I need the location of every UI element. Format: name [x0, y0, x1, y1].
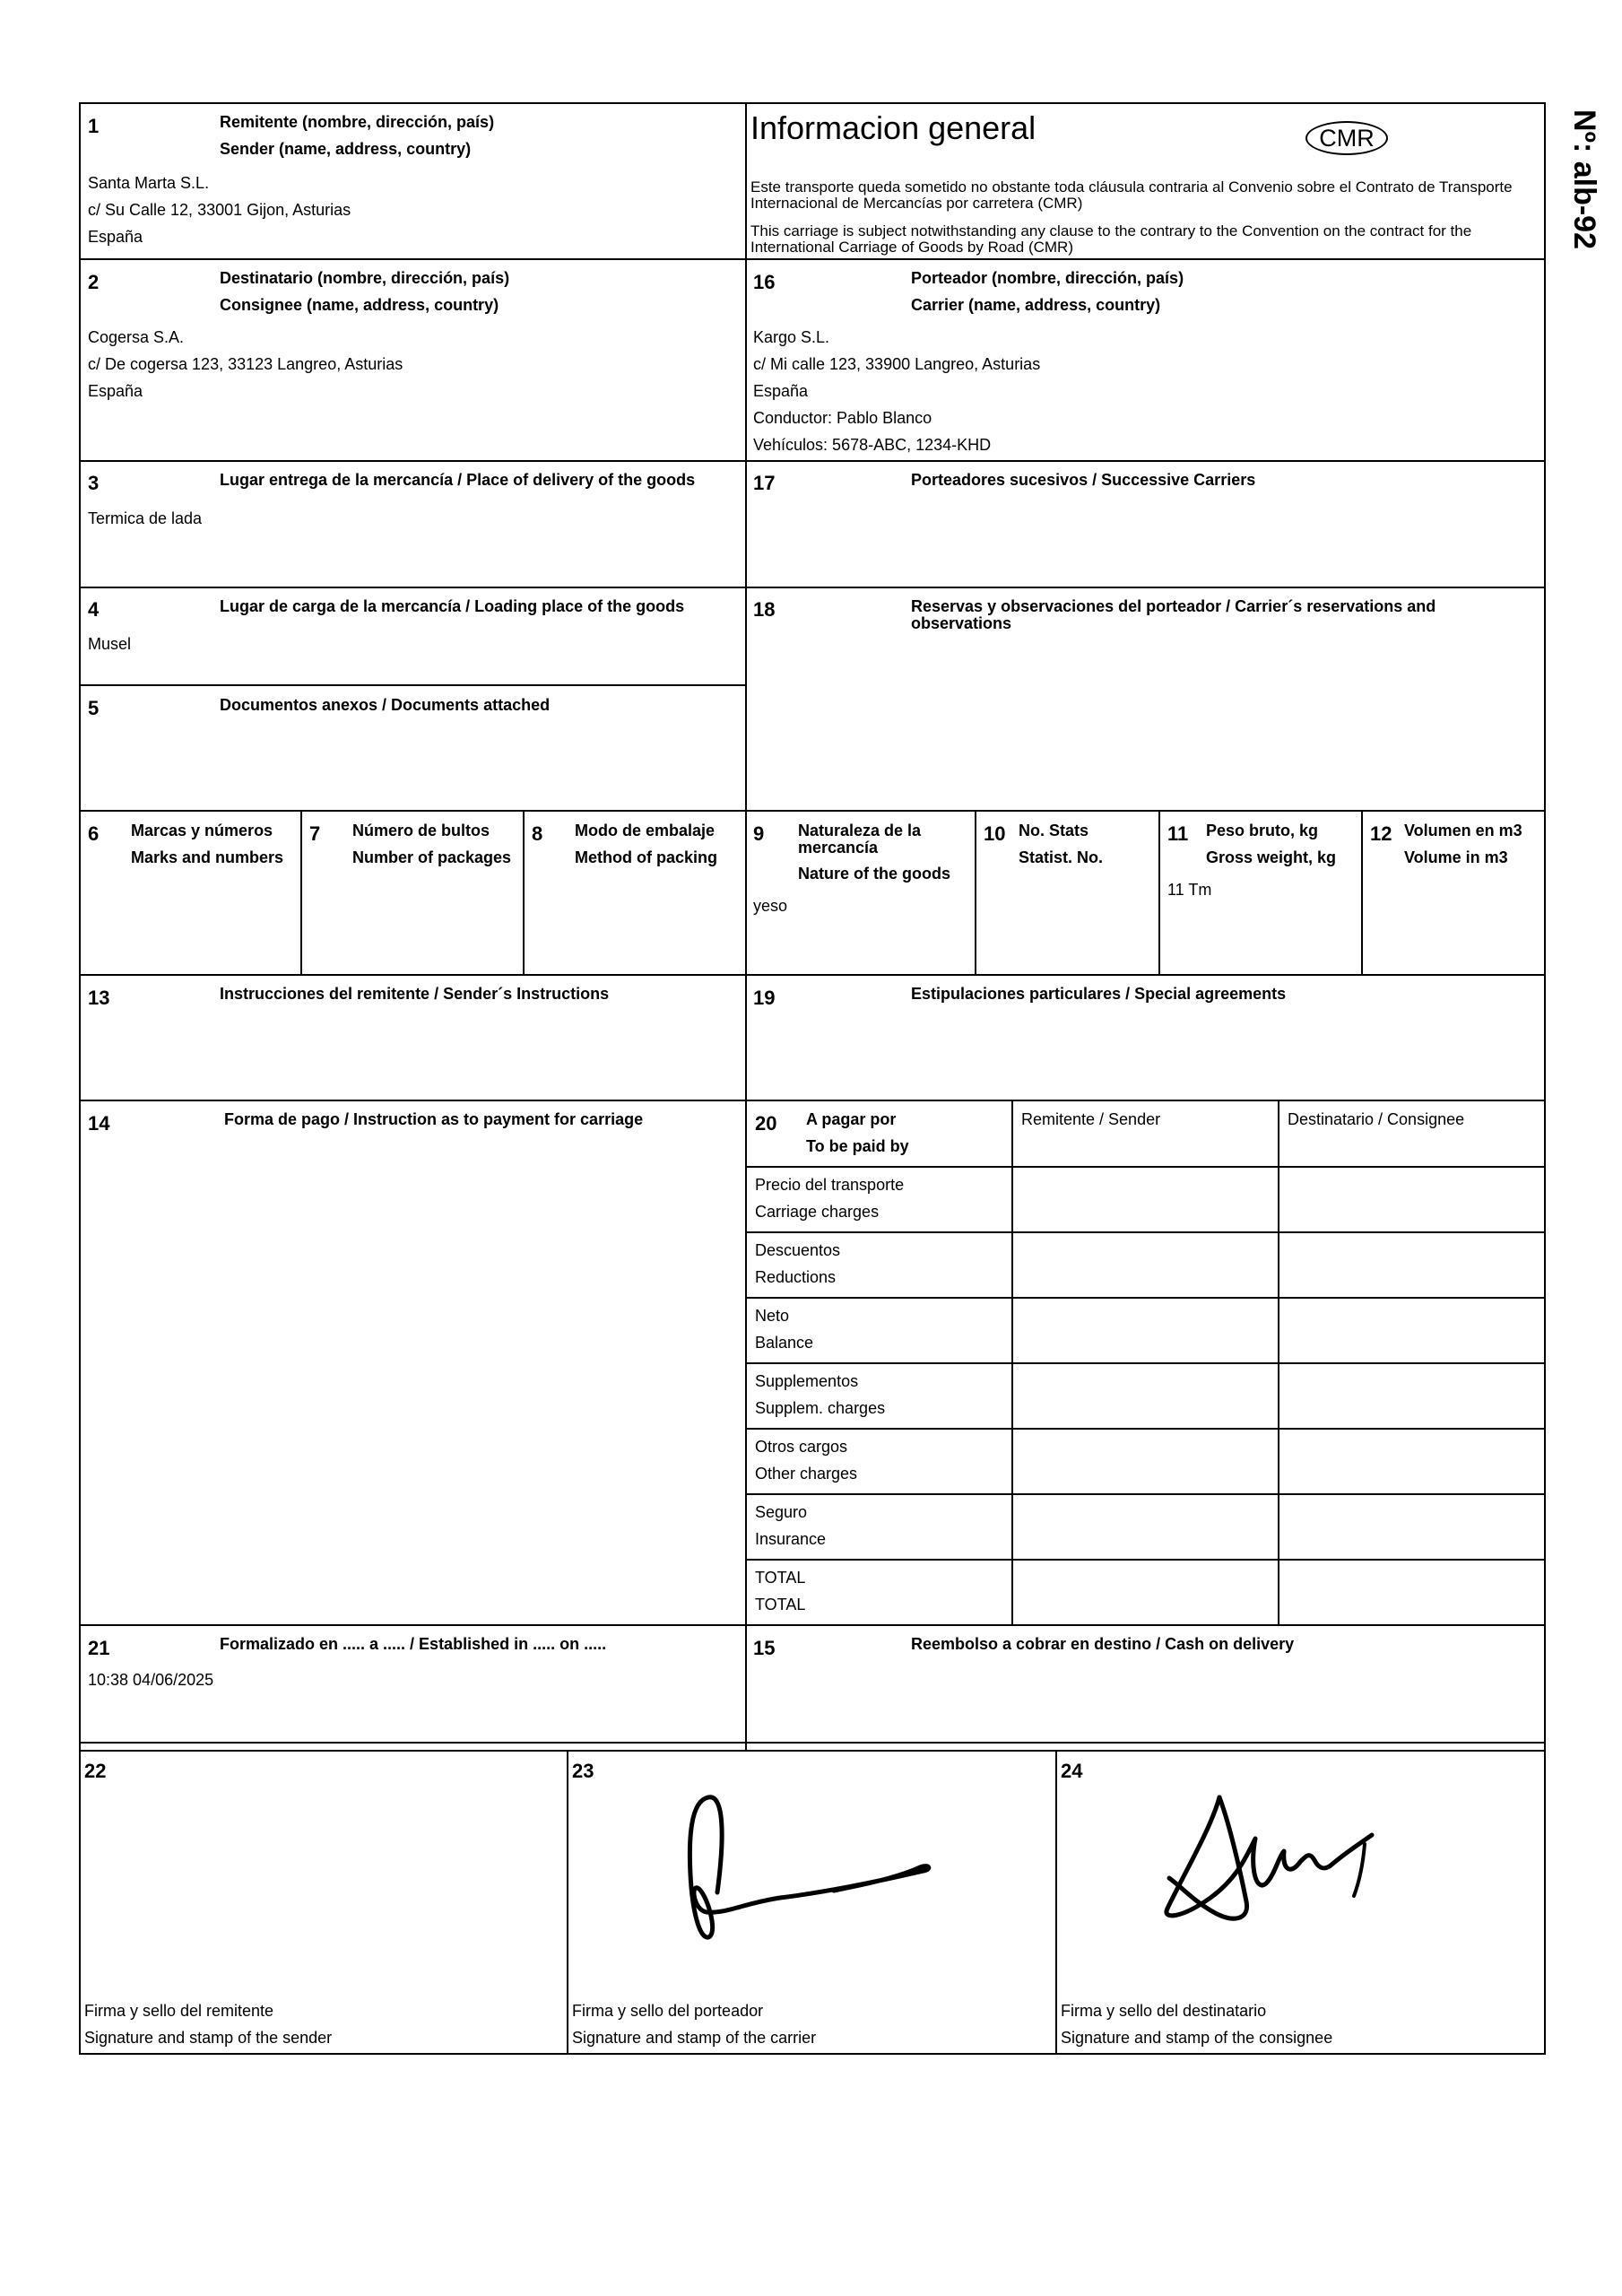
box18-label: Reservas y observaciones del porteador / Carrier´s reservations and observations	[911, 597, 1436, 632]
divider	[79, 258, 1546, 260]
charge-row-label-en: TOTAL	[755, 1596, 806, 1613]
divider	[79, 810, 1546, 812]
box14-label: Forma de pago / Instruction as to payment for carriage	[224, 1110, 644, 1128]
divider	[1011, 1100, 1013, 1624]
charge-row-label-es: Neto	[755, 1307, 790, 1325]
sender-signature-label-es: Firma y sello del remitente	[84, 2002, 274, 2020]
consignee-address: c/ De cogersa 123, 33123 Langreo, Asturias	[88, 355, 403, 373]
charge-row-label-en: Carriage charges	[755, 1203, 880, 1221]
divider	[745, 102, 747, 1750]
divider	[79, 2053, 1546, 2055]
sender-address: c/ Su Calle 12, 33001 Gijon, Asturias	[88, 201, 351, 219]
box20-label-en: To be paid by	[806, 1137, 909, 1155]
box17-label: Porteadores sucesivos / Successive Carriers	[911, 471, 1256, 489]
carrier-signature-label-es: Firma y sello del porteador	[572, 2002, 764, 2020]
box17-number: 17	[753, 472, 776, 494]
payer-sender-header: Remitente / Sender	[1021, 1110, 1161, 1128]
box5-label: Documentos anexos / Documents attached	[220, 696, 551, 714]
loading-place: Musel	[88, 635, 132, 653]
box21-label: Formalizado en ..... a ..... / Established in ..... on .....	[220, 1635, 607, 1653]
divider	[79, 1750, 1546, 1752]
charge-row-label-es: Precio del transporte	[755, 1176, 905, 1194]
consignee-signature-label-en: Signature and stamp of the consignee	[1061, 2029, 1333, 2047]
box22-number: 22	[84, 1760, 107, 1782]
goods-nature: yeso	[753, 897, 788, 915]
box6-label-en: Marks and numbers	[131, 848, 284, 866]
divider	[747, 1231, 1546, 1233]
carrier-name: Kargo S.L.	[753, 328, 830, 346]
divider	[79, 587, 1546, 588]
charge-row-label-es: Otros cargos	[755, 1438, 848, 1456]
divider	[975, 810, 976, 974]
page-title: Informacion general	[750, 109, 1037, 146]
box6-number: 6	[88, 822, 100, 845]
box5-number: 5	[88, 697, 100, 719]
divider	[747, 1428, 1546, 1430]
charge-row-label-es: Descuentos	[755, 1241, 841, 1259]
convention-text-es: Este transporte queda sometido no obstante toda cláusula contraria al Convenio sobre el Contrato de Transporte Internacional de Mercancías por carretera (CMR)	[750, 178, 1513, 212]
box19-label: Estipulaciones particulares / Special agreements	[911, 985, 1287, 1003]
box23-number: 23	[572, 1760, 594, 1782]
box2-number: 2	[88, 271, 100, 293]
established-datetime: 10:38 04/06/2025	[88, 1671, 214, 1689]
box20-label-es: A pagar por	[806, 1110, 897, 1128]
charge-row-label-en: Insurance	[755, 1530, 827, 1548]
box2-label-es: Destinatario (nombre, dirección, país)	[220, 269, 510, 287]
box10-label-es: No. Stats	[1019, 822, 1089, 839]
box2-label-en: Consignee (name, address, country)	[220, 296, 499, 314]
charge-row-label-en: Reductions	[755, 1268, 837, 1286]
box15-number: 15	[753, 1637, 776, 1659]
consignee-signature	[1157, 1785, 1390, 1946]
box7-label-es: Número de bultos	[352, 822, 490, 839]
divider	[79, 1100, 1546, 1101]
delivery-place: Termica de lada	[88, 509, 203, 527]
charge-row-label-es: Seguro	[755, 1503, 808, 1521]
divider	[1278, 1100, 1279, 1624]
box18-number: 18	[753, 598, 776, 621]
carrier-vehicles: Vehículos: 5678-ABC, 1234-KHD	[753, 436, 992, 454]
convention-text-en: This carriage is subject notwithstanding any clause to the contrary to the Convention on the contract for the International Carriage of Goods by Road (CMR)	[750, 222, 1472, 256]
box12-number: 12	[1370, 822, 1392, 845]
sender-name: Santa Marta S.L.	[88, 174, 210, 192]
box11-label-es: Peso bruto, kg	[1206, 822, 1319, 839]
divider	[1361, 810, 1363, 974]
divider	[79, 460, 1546, 462]
divider	[79, 684, 747, 686]
divider	[747, 1362, 1546, 1364]
charge-row-label-es: TOTAL	[755, 1569, 806, 1587]
consignee-country: España	[88, 382, 143, 400]
box1-number: 1	[88, 115, 100, 137]
box6-label-es: Marcas y números	[131, 822, 273, 839]
gross-weight: 11 Tm	[1167, 881, 1212, 899]
carrier-country: España	[753, 382, 809, 400]
box8-label-es: Modo de embalaje	[575, 822, 716, 839]
box13-label: Instrucciones del remitente / Sender´s Instructions	[220, 985, 610, 1003]
box3-label: Lugar entrega de la mercancía / Place of delivery of the goods	[220, 471, 696, 489]
box9-label-es: Naturaleza de la mercancía	[798, 822, 922, 857]
charge-row-label-es: Supplementos	[755, 1372, 859, 1390]
box8-number: 8	[532, 822, 543, 845]
box4-label: Lugar de carga de la mercancía / Loading place of the goods	[220, 597, 685, 615]
sender-country: España	[88, 228, 143, 246]
box10-label-en: Statist. No.	[1019, 848, 1104, 866]
charge-row-label-en: Balance	[755, 1334, 814, 1352]
box14-number: 14	[88, 1112, 110, 1135]
box16-label-en: Carrier (name, address, country)	[911, 296, 1161, 314]
box21-number: 21	[88, 1637, 110, 1659]
box1-label-en: Sender (name, address, country)	[220, 140, 472, 158]
divider	[79, 1744, 81, 2055]
divider	[567, 1750, 568, 2055]
divider	[1158, 810, 1160, 974]
box24-number: 24	[1061, 1760, 1083, 1782]
box15-label: Reembolso a cobrar en destino / Cash on delivery	[911, 1635, 1295, 1653]
box11-number: 11	[1167, 822, 1189, 845]
box8-label-en: Method of packing	[575, 848, 717, 866]
box16-label-es: Porteador (nombre, dirección, país)	[911, 269, 1184, 287]
consignee-signature-label-es: Firma y sello del destinatario	[1061, 2002, 1267, 2020]
box4-number: 4	[88, 598, 100, 621]
divider	[300, 810, 302, 974]
consignee-name: Cogersa S.A.	[88, 328, 185, 346]
cmr-badge: CMR	[1305, 121, 1388, 155]
divider	[747, 1559, 1546, 1561]
box20-number: 20	[755, 1112, 777, 1135]
divider	[747, 1297, 1546, 1299]
divider	[747, 1166, 1546, 1168]
box3-number: 3	[88, 472, 100, 494]
divider	[79, 1624, 1546, 1626]
box12-label-es: Volumen en m3	[1404, 822, 1522, 839]
sender-signature-label-en: Signature and stamp of the sender	[84, 2029, 333, 2047]
box16-number: 16	[753, 271, 776, 293]
box7-label-en: Number of packages	[352, 848, 512, 866]
divider	[1544, 1744, 1546, 2055]
box13-number: 13	[88, 987, 110, 1009]
box9-label-en: Nature of the goods	[798, 865, 950, 883]
divider	[1055, 1750, 1057, 2055]
charge-row-label-en: Supplem. charges	[755, 1399, 886, 1417]
charge-row-label-en: Other charges	[755, 1465, 858, 1483]
carrier-signature-label-en: Signature and stamp of the carrier	[572, 2029, 817, 2047]
payer-consignee-header: Destinatario / Consignee	[1288, 1110, 1465, 1128]
carrier-driver: Conductor: Pablo Blanco	[753, 409, 932, 427]
box12-label-en: Volume in m3	[1404, 848, 1508, 866]
box7-number: 7	[309, 822, 321, 845]
document-number: Nº: alb-92	[1567, 109, 1601, 250]
box19-number: 19	[753, 987, 776, 1009]
carrier-signature	[655, 1785, 950, 1946]
divider	[747, 1493, 1546, 1495]
box11-label-en: Gross weight, kg	[1206, 848, 1337, 866]
box1-label-es: Remitente (nombre, dirección, país)	[220, 113, 495, 131]
box9-number: 9	[753, 822, 765, 845]
divider	[79, 974, 1546, 976]
box10-number: 10	[984, 822, 1006, 845]
carrier-address: c/ Mi calle 123, 33900 Langreo, Asturias	[753, 355, 1041, 373]
divider	[523, 810, 525, 974]
